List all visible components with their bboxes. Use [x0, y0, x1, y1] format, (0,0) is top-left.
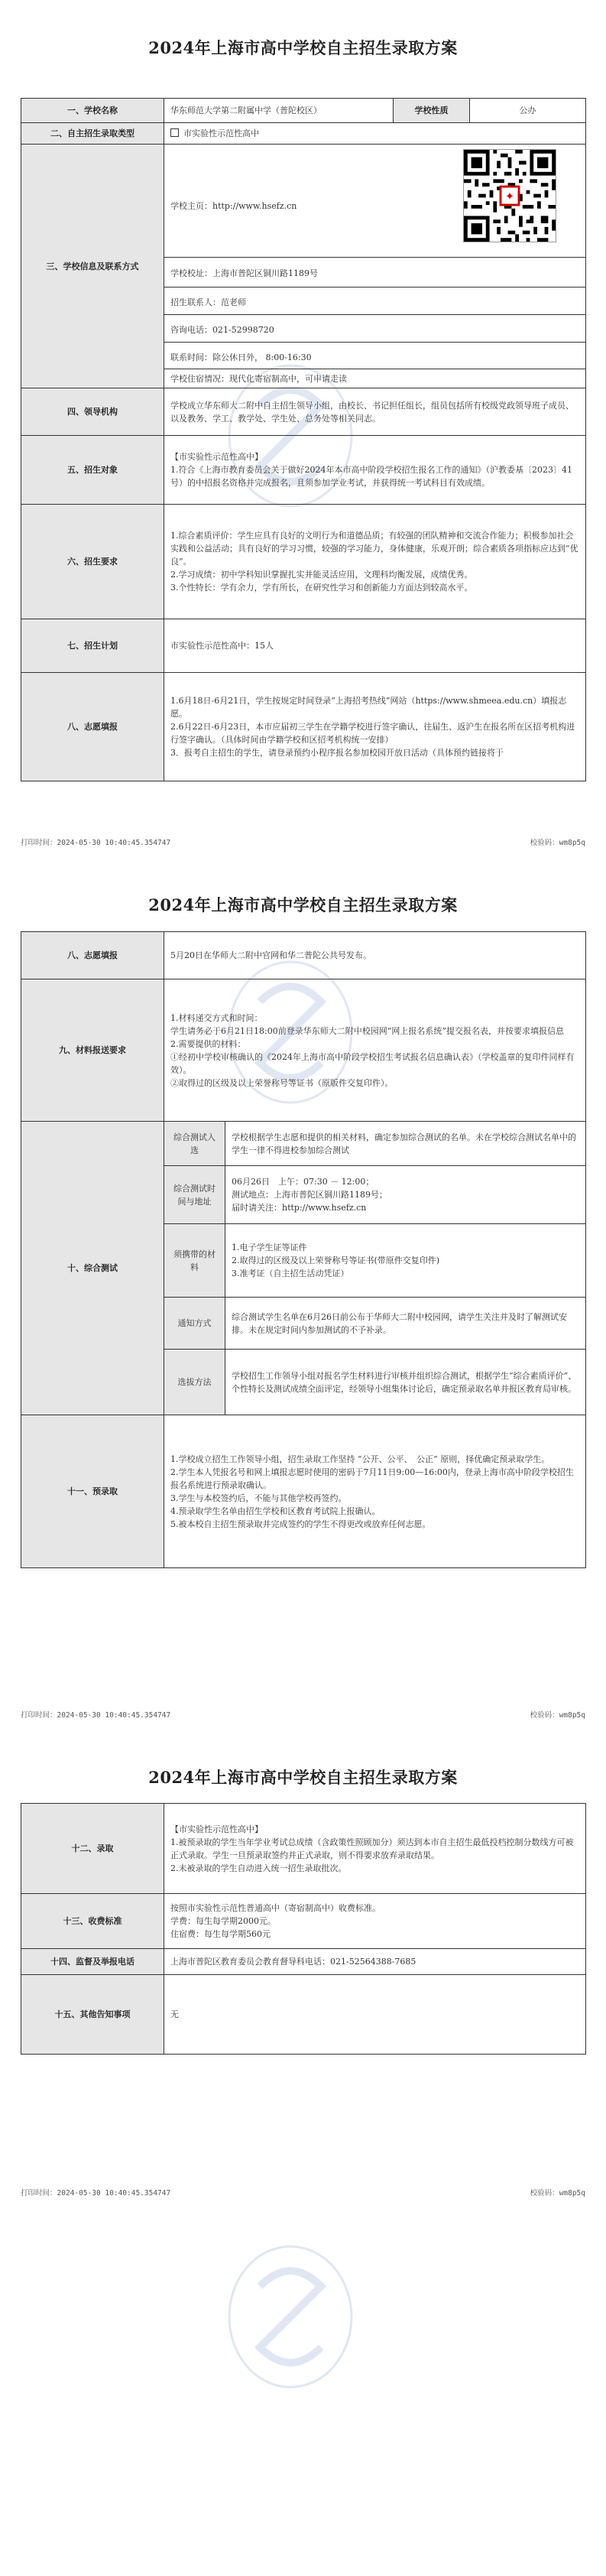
contact-hours: 联系时间：除公休日外， 8:00-16:30 [170, 352, 312, 362]
check-code: 校验码：wm8p5q [530, 2189, 585, 2198]
materials-label: 九、材料报送要求 [21, 979, 164, 1122]
requirement-3: 3.个性特长：学有余力，学有所长，在研究性学习和创新能力方面达到较高水平。 [170, 583, 473, 593]
application-step-2: 2.6月22日-6月23日，本市应届初三学生在学籍学校进行签字确认，往届生、返沪生在报名所在区招考机构进行签字确认。（具体时间由学籍学校和区招考机构统一安排） [170, 722, 575, 745]
admission-table-page3 [21, 1803, 586, 2055]
svg-text:✦: ✦ [504, 190, 515, 203]
requirements-cell [164, 505, 586, 619]
target-cell [164, 436, 586, 505]
leadership-text: 学校成立华东师大二附中自主招生领导小组，由校长、书记担任组长，组员包括所有校级党政领导班子成员、以及教务、学工、教学处、学生处、总务处等相关同志。 [164, 388, 586, 436]
pre-admission-4: 4.预录取学生名单由招生学校和区教育考试院上报确认。 [170, 1506, 381, 1516]
application-step-1: 1.6月18日-6月21日，学生按规定时间登录“上海招考热线”网站（https://www.shmeea.edu.cn）填报志愿。 [170, 696, 567, 719]
application-step-3: 3．报考自主招生的学生，请登录预约小程序报名参加校园开放日活动（具体预约链接将于 [170, 748, 504, 758]
test-label: 十、综合测试 [21, 1122, 164, 1415]
test-item-3: 3.准考证（自主招生活动凭证） [232, 1269, 349, 1278]
requirement-1: 1.综合素质评价：学生应具有良好的文明行为和道德品质；有较强的团队精神和交流合作能力；积极参加社会实践和公益活动；具有良好的学习习惯，较强的学习能力，身体健康，乐观开朗；综合素质各项指标应达到“优良”。 [170, 531, 578, 567]
selection-method-label: 选拔方法 [164, 1350, 225, 1415]
pre-admission-1: 1.学校成立招生工作领导小组，招生录取工作坚持 “公开、公平、 公正” 原则，择优确定预录取学生。 [170, 1454, 550, 1464]
dorm-fee: 住宿费：每生每学期560元 [170, 1929, 271, 1939]
pre-admission-3: 3.学生与本校签约后，不能与其他学校再签约。 [170, 1493, 347, 1503]
qr-code-icon [463, 149, 556, 242]
materials-cell [164, 979, 586, 1122]
target-label: 五、招生对象 [21, 436, 164, 505]
footer [21, 2187, 585, 2198]
page-title: 2024年上海市高中学校自主招生录取方案 [148, 38, 458, 57]
application-cell [164, 673, 586, 781]
application-cont: 5月20日在华师大二附中官网和华二普陀公共号发布。 [164, 932, 586, 979]
other-label: 十五、其他告知事项 [21, 1975, 164, 2055]
other-text: 无 [164, 1975, 586, 2055]
materials-line-3: 2.需要提供的材料： [170, 1038, 246, 1049]
check-code: 校验码：wm8p5q [530, 1711, 585, 1720]
test-website: 届时请关注：http://www.hsefz.cn [232, 1203, 367, 1213]
test-time-label: 综合测试时间与地址 [164, 1166, 225, 1224]
materials-line-1: 1.材料递交方式和时间： [170, 1012, 263, 1023]
leadership-label: 四、领导机构 [21, 388, 164, 436]
admission-table-page1 [21, 98, 586, 781]
admission-contact: 招生联系人：范老师 [170, 297, 246, 307]
admission-cell [164, 1804, 586, 1894]
admission-rule-1: 1.被预录取的学生当年学业考试总成绩（含政策性照顾加分）须达到本市自主招生最低投档控制分数线方可被正式录取。学生一旦预录取签约并正式录取，则不得要求放弃录取结果。 [170, 1837, 574, 1860]
test-selection-text: 学校根据学生志愿和提供的相关材料，确定参加综合测试的名单。未在学校综合测试名单中的学生一律不得进校参加综合测试 [225, 1122, 586, 1166]
supervision-text: 上海市普陀区教育委员会教育督导科电话：021-52564388-7685 [164, 1949, 586, 1975]
admission-table-page2 [21, 931, 586, 1568]
materials-line-2: 学生请务必于6月21日18:00前登录华东师大二附中校园网“网上报名系统”提交报名表，并按要求填报信息 [170, 1025, 564, 1036]
admission-heading: 【市实验性示范性高中】 [170, 1824, 263, 1834]
admission-rule-2: 2.未被录取的学生自动进入统一招生录取批次。 [170, 1863, 347, 1873]
test-items-cell [225, 1224, 586, 1298]
page-title: 2024年上海市高中学校自主招生录取方案 [148, 895, 458, 914]
supervision-label: 十四、监督及举报电话 [21, 1949, 164, 1975]
test-time-cell [225, 1166, 586, 1224]
test-selection-label: 综合测试入选 [164, 1122, 225, 1166]
fees-label: 十三、收费标准 [21, 1894, 164, 1949]
test-address: 测试地点：上海市普陀区铜川路1189号； [232, 1190, 387, 1200]
admission-type-value: 市实验性示范性高中 [183, 128, 259, 138]
school-info-label: 三、学校信息及联系方式 [21, 145, 164, 388]
watermark-logo [222, 2240, 359, 2393]
pre-admission-cell [164, 1415, 586, 1568]
requirements-label: 六、招生要求 [21, 505, 164, 619]
pre-admission-5: 5.被本校自主招生预录取并完成签约的学生不得更改或放弃任何志愿。 [170, 1519, 431, 1529]
fees-cell [164, 1894, 586, 1949]
print-time: 打印时间：2024-05-30 10:40:45.354747 [21, 839, 171, 847]
school-address: 学校校址：上海市普陀区铜川路1189号 [170, 268, 318, 278]
check-code: 校验码：wm8p5q [530, 839, 585, 847]
selection-method-text: 学校招生工作领导小组对报名学生材料进行审核并组织综合测试，根据学生“综合素质评价”、个性特长及测试成绩全面评定，经领导小组集体讨论后，确定预录取名单并报区教育局审核。 [225, 1350, 586, 1415]
fees-standard: 按照市实验性示范性普通高中（寄宿制高中）收费标准。 [170, 1903, 381, 1913]
footer [21, 1709, 585, 1720]
target-heading: 【市实验性示范性高中】 [170, 452, 263, 462]
test-time: 06月26日 上午：07:30 － 12:00； [232, 1177, 374, 1187]
requirement-2: 2.学习成绩：初中学科知识掌握扎实并能灵活应用，文理科均衡发展，成绩优秀。 [170, 570, 473, 580]
target-text: 1.符合《上海市教育委员会关于做好2024年本市高中阶段学校招生报名工作的通知》（沪教委基〔2023〕41号）的中招报名资格并完成报名，且须参加学业考试，并获得统一考试科目有效成绩。 [170, 465, 572, 488]
page-title: 2024年上海市高中学校自主招生录取方案 [148, 1768, 458, 1787]
school-nature-label: 学校性质 [394, 99, 470, 123]
consult-phone: 咨询电话：021-52998720 [170, 325, 274, 335]
materials-line-5: ②取得过的区级及以上荣誉称号等证书（原版件交复印件）。 [170, 1077, 394, 1088]
materials-line-4: ①经初中学校审核确认的《2024年上海市高中阶段学校招生考试报名信息确认表》（学校盖章的复印件同样有效）。 [170, 1051, 575, 1075]
notify-label: 通知方式 [164, 1298, 225, 1350]
pre-admission-2: 2.学生本人凭报名号和网上填报志愿时使用的密码于7月11日9:00—16:00内，登录上海市高中阶段学校招生报名系统进行预录取确认。 [170, 1467, 574, 1490]
admission-type-label: 二、自主招生录取类型 [21, 123, 164, 145]
dormitory-info: 学校住宿情况：现代化寄宿制高中，可申请走读 [170, 374, 347, 384]
print-time: 打印时间：2024-05-30 10:40:45.354747 [21, 1711, 171, 1720]
plan-text: 市实验性示范性高中：15人 [164, 619, 586, 673]
application-label: 八、志愿填报 [21, 673, 164, 781]
school-nature-value: 公办 [470, 99, 586, 123]
test-item-2: 2.取得过的区级及以上荣誉称号等证书(带原件交复印件) [232, 1256, 440, 1265]
pre-admission-label: 十一、预录取 [21, 1415, 164, 1568]
admission-label: 十二、录取 [21, 1804, 164, 1894]
school-name-label: 一、学校名称 [21, 99, 164, 123]
print-time: 打印时间：2024-05-30 10:40:45.354747 [21, 2189, 171, 2198]
notify-text: 综合测试学生名单在6月26日前公布于华师大二附中校园网，请学生关注并及时了解测试安排。未在规定时间内参加测试的不予补录。 [225, 1298, 586, 1350]
school-website: 学校主页：http://www.hsefz.cn [170, 201, 297, 211]
admission-type-cell [164, 123, 586, 145]
footer [21, 836, 585, 847]
school-name-value: 华东师范大学第二附属中学（普陀校区） [164, 99, 394, 123]
test-item-1: 1.电子学生证等证件 [232, 1243, 307, 1252]
checkbox-icon [170, 128, 179, 137]
test-items-label: 须携带的材料 [164, 1224, 225, 1298]
plan-label: 七、招生计划 [21, 619, 164, 673]
application-label: 八、志愿填报 [21, 932, 164, 979]
tuition-fee: 学费：每生每学期2000元。 [170, 1916, 276, 1926]
school-info-cell [164, 145, 586, 388]
